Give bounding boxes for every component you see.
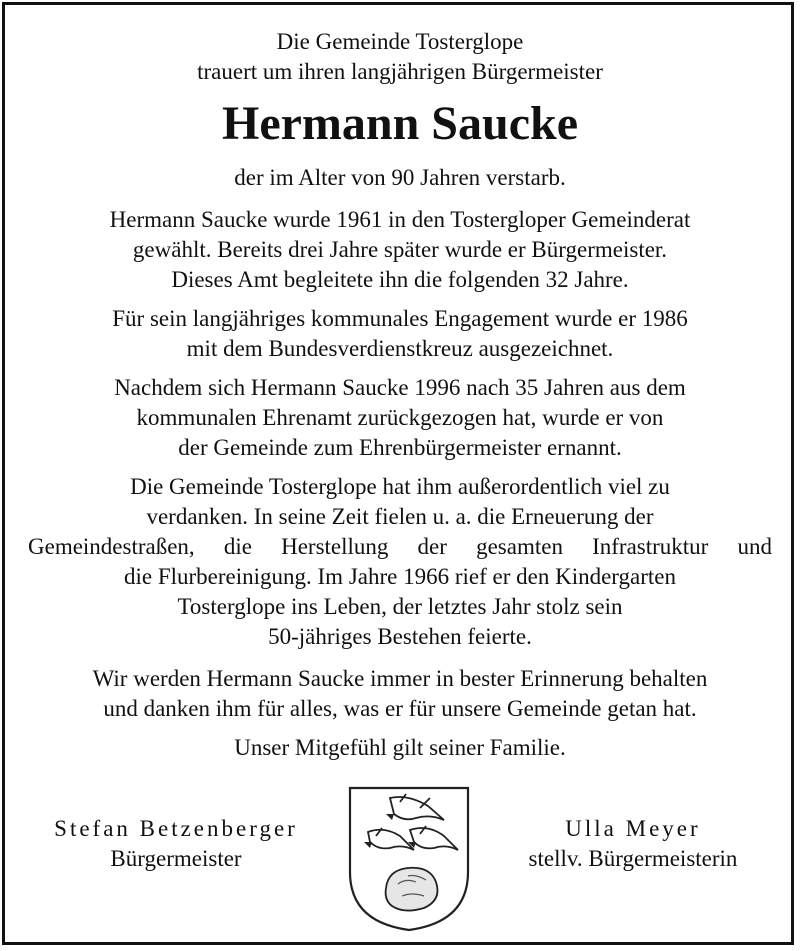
paragraph-line: Wir werden Hermann Saucke immer in bester Erinnerung behalten	[92, 666, 708, 691]
municipal-coat-of-arms-icon	[346, 784, 472, 934]
paragraph-condolence	[0, 733, 800, 763]
paragraph-line: die Flurbereinigung. Im Jahre 1966 rief er den Kindergarten	[123, 564, 677, 589]
paragraph-line: mit dem Bundesverdienstkreuz ausgezeichnet.	[186, 336, 614, 361]
intro-line-2: trauert um ihren langjährigen Bürgermeister	[197, 59, 603, 84]
paragraph-achievements	[0, 472, 800, 652]
signatory-left-name: Stefan Betzenberger	[54, 816, 298, 841]
paragraph-line: Gemeindestraßen, die Herstellung der gesamten Infrastruktur und	[28, 534, 772, 559]
paragraph-line: Hermann Saucke wurde 1961 in den Tostergloper Gemeinderat	[109, 207, 691, 232]
paragraph-honorary	[0, 373, 800, 463]
age-line	[0, 163, 800, 193]
paragraph-line: Die Gemeinde Tosterglope hat ihm außerordentlich viel zu	[130, 474, 670, 499]
paragraph-line: verdanken. In seine Zeit fielen u. a. die Erneuerung der	[146, 504, 654, 529]
deceased-name: Hermann Saucke	[221, 97, 578, 150]
paragraph-line: Für sein langjähriges kommunales Engagement wurde er 1986	[112, 306, 688, 331]
paragraph-line: Nachdem sich Hermann Saucke 1996 nach 35 Jahren aus dem	[114, 375, 686, 400]
intro-line-1: Die Gemeinde Tosterglope	[276, 29, 524, 54]
paragraph-line: Dieses Amt begleitete ihn die folgenden 32 Jahre.	[171, 267, 629, 292]
paragraph-line: und danken ihm für alles, was er für unsere Gemeinde getan hat.	[103, 696, 697, 721]
paragraph-line: der Gemeinde zum Ehrenbürgermeister ernannt.	[178, 435, 622, 460]
signatory-right	[498, 814, 768, 874]
paragraph-award	[0, 304, 800, 364]
age-text: der im Alter von 90 Jahren verstarb.	[234, 165, 566, 190]
signatory-right-name: Ulla Meyer	[565, 816, 701, 841]
paragraph-line: Unser Mitgefühl gilt seiner Familie.	[234, 735, 566, 760]
intro	[0, 27, 800, 87]
signatory-left-title: Bürgermeister	[110, 846, 242, 871]
paragraph-line: gewählt. Bereits drei Jahre später wurde er Bürgermeister.	[132, 237, 668, 262]
paragraph-line: kommunalen Ehrenamt zurückgezogen hat, wurde er von	[136, 405, 664, 430]
paragraph-line: 50-jähriges Bestehen feierte.	[268, 624, 532, 649]
paragraph-remembrance	[0, 664, 800, 724]
signatory-left	[34, 814, 318, 874]
signatory-right-title: stellv. Bürgermeisterin	[528, 846, 738, 871]
paragraph-line: Tosterglope ins Leben, der letztes Jahr stolz sein	[177, 594, 623, 619]
paragraph-career	[0, 205, 800, 295]
